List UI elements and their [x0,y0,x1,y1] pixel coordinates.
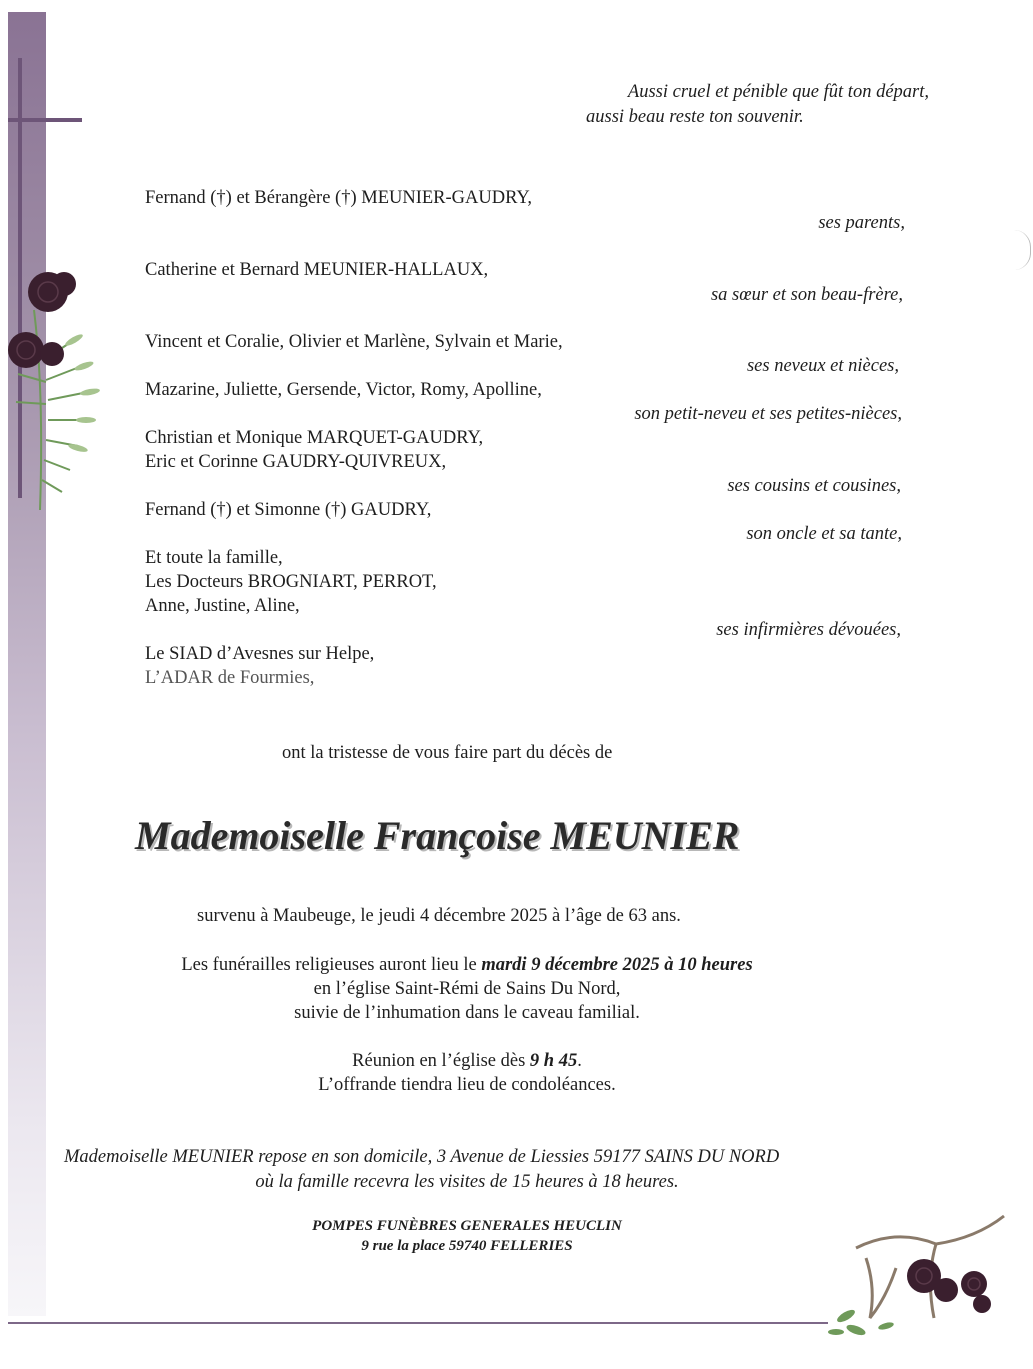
rose-bouquet-left-icon [4,270,114,520]
family-relation: sa sœur et son beau-frère, [710,285,903,305]
meeting-prefix: Réunion en l’église dès [352,1051,530,1071]
funeral-line-2: en l’église Saint-Rémi de Sains Du Nord, [313,979,621,999]
meeting-suffix: . [577,1051,582,1071]
family-name-line: Le SIAD d’Avesnes sur Helpe, [145,644,375,664]
meeting-time: 9 h 45 [529,1051,578,1071]
family-name-line: Et toute la famille, [145,548,283,568]
meeting-line-1 [0,1049,934,1073]
family-name-line: Vincent et Coralie, Olivier et Marlène, Sylvain et Marie, [145,332,563,352]
family-name-line: Catherine et Bernard MEUNIER-HALLAUX, [145,260,489,280]
death-info: survenu à Maubeuge, le jeudi 4 décembre 2025 à l’âge de 63 ans. [197,906,681,926]
deceased-name: Mademoiselle Françoise MEUNIER [135,813,740,858]
funeral-line-1 [0,953,934,977]
page-edge-mark [1014,230,1031,270]
family-name-line: L’ADAR de Fourmies, [145,668,315,688]
funeral-line-1-prefix: Les funérailles religieuses auront lieu le [181,955,482,975]
announcement-text: ont la tristesse de vous faire part du décès de [282,743,613,763]
family-relation: ses cousins et cousines, [727,476,901,496]
family-name-line: Fernand (†) et Bérangère (†) MEUNIER-GAUDRY, [145,188,533,208]
funeral-line-3: suivie de l’inhumation dans le caveau familial. [294,1003,640,1023]
bottom-rule [8,1322,828,1324]
epigraph-line-2: aussi beau reste ton souvenir. [586,107,804,127]
family-name-line: Mazarine, Juliette, Gersende, Victor, Romy, Apolline, [145,380,542,400]
funeral-home-name: POMPES FUNÈBRES GENERALES HEUCLIN [312,1218,622,1234]
epigraph-line-1: Aussi cruel et pénible que fût ton départ, [627,82,929,102]
family-name-line: Les Docteurs BROGNIART, PERROT, [145,572,437,592]
family-relation: ses parents, [818,213,905,233]
rest-line-1: Mademoiselle MEUNIER repose en son domicile, 3 Avenue de Liessies 59177 SAINS DU NORD [64,1147,780,1167]
cross-horizontal-bar [8,118,82,122]
rose-branch-corner-icon [826,1208,1016,1348]
family-relation: ses neveux et nièces, [746,356,899,376]
rest-line-2: où la famille recevra les visites de 15 heures à 18 heures. [255,1172,679,1192]
sidebar-band [8,12,46,1316]
family-name-line: Anne, Justine, Aline, [145,596,300,616]
family-relation: ses infirmières dévouées, [716,620,901,640]
family-name-line: Eric et Corinne GAUDRY-QUIVREUX, [145,452,447,472]
funeral-date-time: mardi 9 décembre 2025 à 10 heures [481,955,753,975]
funeral-home-address: 9 rue la place 59740 FELLERIES [361,1238,573,1254]
family-name-line: Fernand (†) et Simonne (†) GAUDRY, [145,500,432,520]
family-name-line: Christian et Monique MARQUET-GAUDRY, [145,428,484,448]
family-relation: son petit-neveu et ses petites-nièces, [634,404,902,424]
meeting-line-2: L’offrande tiendra lieu de condoléances. [318,1075,616,1095]
family-relation: son oncle et sa tante, [746,524,902,544]
